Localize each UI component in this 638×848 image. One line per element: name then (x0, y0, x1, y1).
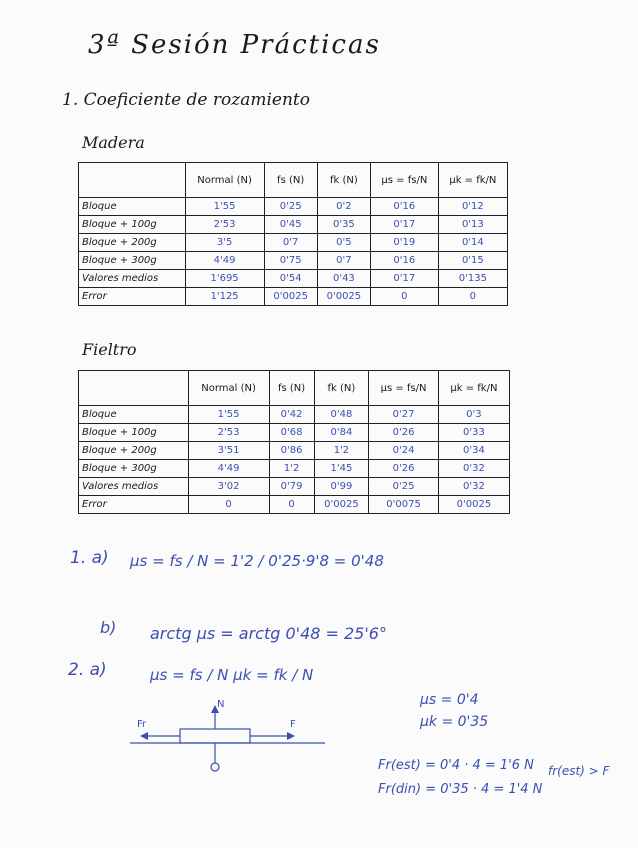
table-cell: 0'0025 (438, 496, 509, 514)
table-row (79, 424, 510, 442)
table-cell: 0'45 (264, 216, 317, 234)
table-cell: 0'16 (370, 252, 438, 270)
table-cell: 0'26 (369, 460, 439, 478)
table-cell: 0'0025 (314, 496, 369, 514)
table-row (79, 270, 508, 288)
q1a-formula: μs = fs / N = 1'2 / 0'25·9'8 = 0'48 (130, 552, 384, 570)
table-row (79, 460, 510, 478)
page-title: 3ª Sesión Prácticas (88, 30, 381, 60)
table-cell: 2'53 (185, 216, 264, 234)
fr-compare: fr(est) > F (548, 764, 610, 778)
table-cell: 0'2 (317, 198, 370, 216)
table-madera (78, 162, 508, 306)
table-cell: 0'27 (369, 406, 439, 424)
table-cell: 0'48 (314, 406, 369, 424)
table-header-cell: fk (N) (314, 371, 369, 406)
table-row (79, 406, 510, 424)
table-cell: 0'99 (314, 478, 369, 496)
table-header-cell: Normal (N) (188, 371, 269, 406)
table-cell: 3'51 (188, 442, 269, 460)
table-cell: 0'35 (317, 216, 370, 234)
mu-k-value: μk = 0'35 (420, 714, 489, 730)
table-cell: 0'17 (370, 216, 438, 234)
table-header-cell (79, 163, 186, 198)
row-label: Valores medios (79, 270, 186, 288)
table-cell: 0'79 (269, 478, 314, 496)
table-cell: 1'2 (269, 460, 314, 478)
table-cell: 0'5 (317, 234, 370, 252)
table-cell: 0'0025 (317, 288, 370, 306)
row-label: Bloque + 300g (79, 460, 189, 478)
row-label: Bloque (79, 406, 189, 424)
table-cell: 3'02 (188, 478, 269, 496)
table-header-cell: μk = fk/N (438, 371, 509, 406)
table-fieltro (78, 370, 510, 514)
table-cell: 0'19 (370, 234, 438, 252)
table-cell: 0'86 (269, 442, 314, 460)
table-cell: 0'25 (264, 198, 317, 216)
table-cell: 0'42 (269, 406, 314, 424)
table-cell: 0'32 (438, 460, 509, 478)
table-row (79, 234, 508, 252)
table-row (79, 252, 508, 270)
table-row (79, 198, 508, 216)
table-cell: 0'7 (317, 252, 370, 270)
q1b-label: b) (100, 618, 117, 637)
table-cell: 3'5 (185, 234, 264, 252)
table-cell: 0'3 (438, 406, 509, 424)
table-cell: 0'12 (438, 198, 507, 216)
diagram-fr-label: Fr (137, 719, 147, 730)
q1a-label: 1. a) (70, 548, 109, 568)
table-header-cell: fs (N) (269, 371, 314, 406)
fr-est: Fr(est) = 0'4 · 4 = 1'6 N (378, 758, 534, 773)
table-cell: 0'25 (369, 478, 439, 496)
table-header-cell: μs = fs/N (370, 163, 438, 198)
table-header-cell: Normal (N) (185, 163, 264, 198)
diagram-n-label: N (217, 699, 225, 710)
fieltro-label: Fieltro (82, 340, 137, 359)
table-header-cell: fs (N) (264, 163, 317, 198)
table-cell: 1'55 (185, 198, 264, 216)
row-label: Error (79, 496, 189, 514)
q2a-formula: μs = fs / N μk = fk / N (150, 666, 314, 684)
table-row (79, 442, 510, 460)
table-cell: 0'33 (438, 424, 509, 442)
mu-s-value: μs = 0'4 (420, 692, 479, 708)
table-cell: 0 (370, 288, 438, 306)
table-cell: 1'125 (185, 288, 264, 306)
table-cell: 0'14 (438, 234, 507, 252)
table-cell: 2'53 (188, 424, 269, 442)
table-cell: 1'2 (314, 442, 369, 460)
row-label: Bloque + 100g (79, 216, 186, 234)
row-label: Bloque + 200g (79, 234, 186, 252)
madera-label: Madera (82, 133, 145, 152)
table-cell: 0'17 (370, 270, 438, 288)
table-cell: 0'54 (264, 270, 317, 288)
table-row (79, 478, 510, 496)
table-header-cell: μs = fs/N (369, 371, 439, 406)
table-cell: 1'695 (185, 270, 264, 288)
table-cell: 4'49 (185, 252, 264, 270)
table-cell: 1'55 (188, 406, 269, 424)
table-header-cell: μk = fk/N (438, 163, 507, 198)
row-label: Bloque + 300g (79, 252, 186, 270)
table-cell: 0'0025 (264, 288, 317, 306)
table-cell: 0'68 (269, 424, 314, 442)
table-cell: 0'135 (438, 270, 507, 288)
section-heading: 1. Coeficiente de rozamiento (62, 90, 310, 110)
row-label: Bloque + 100g (79, 424, 189, 442)
q2a-label: 2. a) (68, 660, 107, 680)
table-cell: 0'32 (438, 478, 509, 496)
table-cell: 1'45 (314, 460, 369, 478)
diagram-f-label: F (290, 719, 296, 730)
table-cell: 0'7 (264, 234, 317, 252)
table-cell: 0'24 (369, 442, 439, 460)
table-row (79, 288, 508, 306)
table-cell: 0'34 (438, 442, 509, 460)
row-label: Bloque (79, 198, 186, 216)
row-label: Bloque + 200g (79, 442, 189, 460)
table-cell: 0'15 (438, 252, 507, 270)
table-header-cell: fk (N) (317, 163, 370, 198)
table-cell: 0'0075 (369, 496, 439, 514)
q1b-formula: arctg μs = arctg 0'48 = 25'6° (150, 624, 387, 643)
table-cell: 0 (269, 496, 314, 514)
table-cell: 0'84 (314, 424, 369, 442)
table-row (79, 216, 508, 234)
fr-din: Fr(din) = 0'35 · 4 = 1'4 N (378, 782, 543, 797)
table-header-cell (79, 371, 189, 406)
table-cell: 0'13 (438, 216, 507, 234)
table-cell: 0 (438, 288, 507, 306)
force-diagram (125, 695, 335, 775)
table-row (79, 496, 510, 514)
row-label: Valores medios (79, 478, 189, 496)
table-cell: 4'49 (188, 460, 269, 478)
table-cell: 0'16 (370, 198, 438, 216)
row-label: Error (79, 288, 186, 306)
table-cell: 0'75 (264, 252, 317, 270)
table-cell: 0'43 (317, 270, 370, 288)
table-cell: 0'26 (369, 424, 439, 442)
table-cell: 0 (188, 496, 269, 514)
